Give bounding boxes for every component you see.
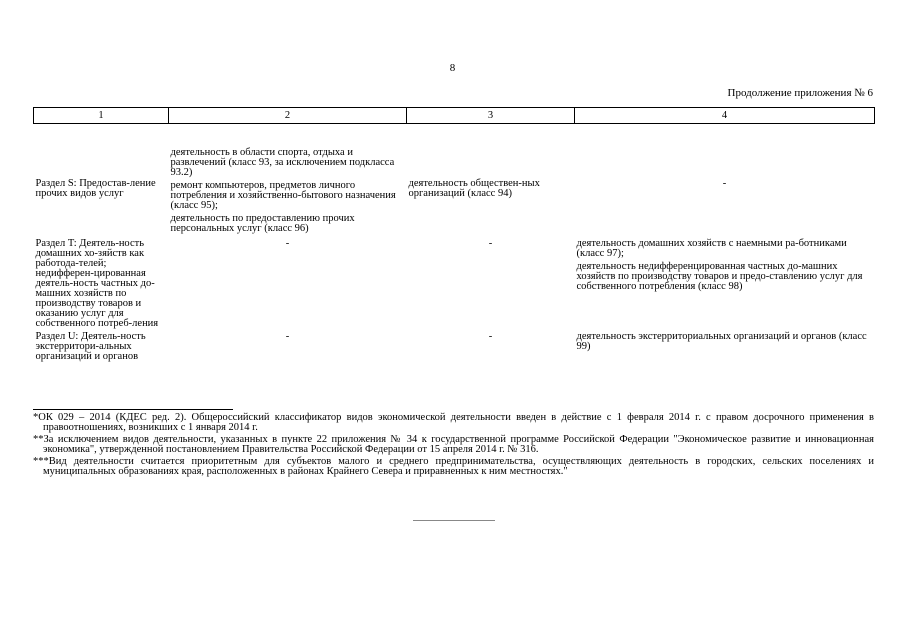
section-s-title: Раздел S: Предостав-ление прочих видов услуг — [35, 178, 156, 199]
column-header-1: 1 — [34, 108, 169, 124]
footnote-divider — [33, 409, 233, 410]
section-t-col4-item: деятельность недифференцированная частных до-машних хозяйств по производству товаров и предо-ставлению услуг для собственного потребления (класс 98) — [576, 261, 863, 292]
section-t-col4-cell — [575, 237, 875, 329]
section-u-col3-dash: - — [488, 331, 493, 342]
section-t-col4-item: деятельность домашних хозяйств с наемными ра-ботниками (класс 97); — [576, 238, 847, 259]
footnote-2: **За исключением видов деятельности, указанных в пункте 22 приложения № 34 к государственной программе Российской Федерации "Экономическое развитие и инновационная экономика", утвержденной постановлением Правительства Российской Федерации от 15 апреля 2014 г. № 316. — [33, 434, 874, 455]
section-t-title-cell — [34, 237, 169, 329]
section-t-col3-cell — [407, 237, 575, 329]
appendix-caption: Продолжение приложения № 6 — [727, 87, 873, 99]
section-u-col2-dash: - — [285, 331, 290, 342]
table-row-section-s — [34, 124, 875, 238]
column-header-3: 3 — [407, 108, 575, 124]
section-t-col2-dash: - — [285, 238, 290, 249]
footnote-3: ***Вид деятельности считается приоритетным для субъектов малого и среднего предпринимательства, осуществляющих деятельность в городских, сельских поселениях и муниципальных образованиях края, расположенных в районах Крайнего Севера и приравненных к ним местностях." — [33, 456, 874, 477]
section-u-col3-cell — [407, 329, 575, 362]
classification-table — [33, 107, 875, 362]
section-s-col3-text: деятельность обществен-ных организаций (класс 94) — [408, 178, 540, 199]
end-divider — [413, 520, 495, 521]
table-row-section-t — [34, 237, 875, 329]
section-s-col2-item: ремонт компьютеров, предметов личного потребления и хозяйственно-бытового назначения (класс 95); — [170, 180, 396, 211]
table-header-row — [34, 108, 875, 124]
section-u-col4-cell — [575, 329, 875, 362]
section-s-col4-dash: - — [722, 178, 727, 189]
footnotes — [33, 413, 874, 479]
section-s-col4-cell — [575, 124, 875, 238]
section-t-title: Раздел T: Деятель-ность домашних хо-зяйств как работода-телей; недифферен-цированная деятель-ность частных до-машних хозяйств по производству товаров и оказанию услуг для собственного потреб-ления — [35, 238, 159, 329]
section-s-col2-cell — [169, 124, 407, 238]
section-s-col2-item: деятельность в области спорта, отдыха и развлечений (класс 93, за исключением подкласса 93.2) — [170, 147, 395, 178]
section-s-title-cell — [34, 124, 169, 238]
page-number: 8 — [449, 62, 456, 74]
column-header-2: 2 — [169, 108, 407, 124]
section-u-title: Раздел U: Деятель-ность экстерритори-альных организаций и органов — [35, 331, 146, 362]
section-t-col3-dash: - — [488, 238, 493, 249]
section-s-col2-item: деятельность по предоставлению прочих персональных услуг (класс 96) — [170, 213, 355, 234]
section-s-col3-cell — [407, 124, 575, 238]
section-u-col2-cell — [169, 329, 407, 362]
table-row-section-u — [34, 329, 875, 362]
footnote-1: *ОК 029 – 2014 (КДЕС ред. 2). Общероссийский классификатор видов экономической деятельности введен в действие с 1 февраля 2014 г. с правом досрочного применения в правоотношениях, возникших с 1 января 2014 г. — [33, 412, 874, 433]
section-u-col4-text: деятельность экстерриториальных организаций и органов (класс 99) — [576, 331, 867, 352]
section-t-col2-cell — [169, 237, 407, 329]
section-u-title-cell — [34, 329, 169, 362]
column-header-4: 4 — [575, 108, 875, 124]
